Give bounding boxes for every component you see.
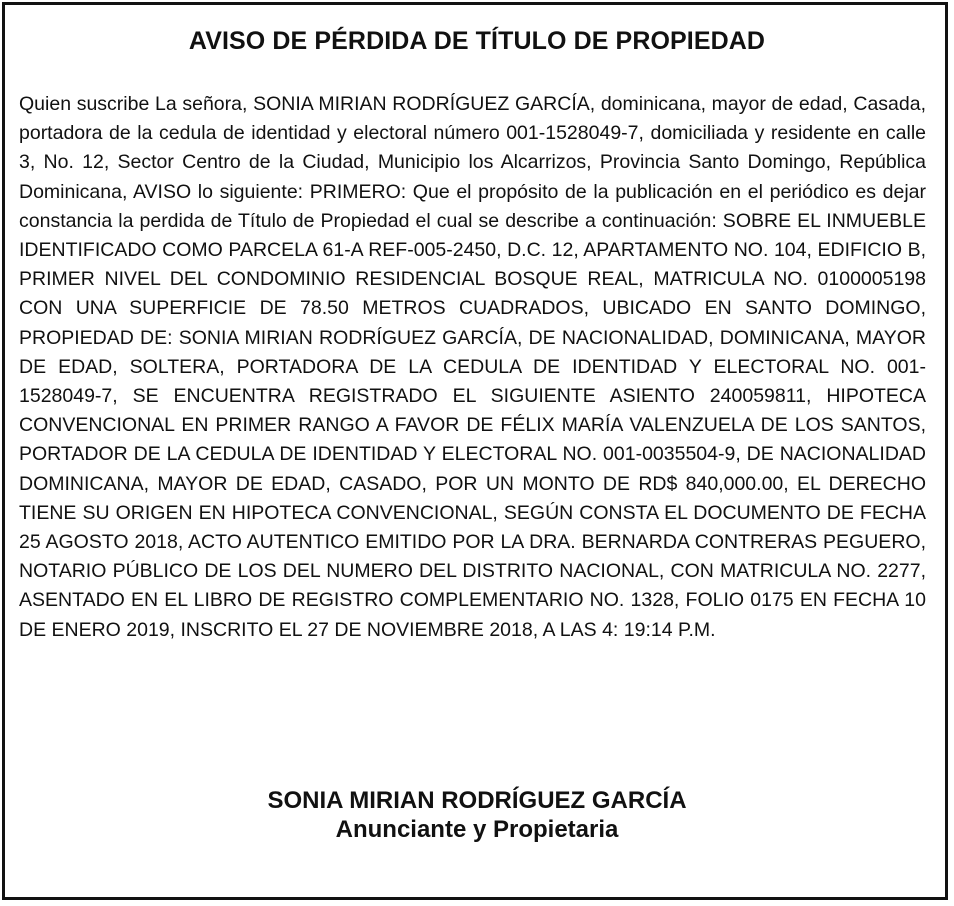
- signature-block: [0, 786, 954, 844]
- signature-name: SONIA MIRIAN RODRÍGUEZ GARCÍA: [267, 787, 687, 814]
- notice-body: Quien suscribe La señora, SONIA MIRIAN RODRÍGUEZ GARCÍA, dominicana, mayor de edad, Casada, portadora de la cedula de identidad y electoral número 001-1528049-7, domiciliada y residente en calle 3, No. 12, Sector Centro de la Ciudad, Municipio los Alcarrizos, Provincia Santo Domingo, República Dominicana, AVISO lo siguiente: PRIMERO: Que el propósito de la publicación en el periódico es dejar constancia la perdida de Título de Propiedad el cual se describe a continuación: SOBRE EL INMUEBLE IDENTIFICADO COMO PARCELA 61-A REF-005-2450, D.C. 12, APARTAMENTO NO. 104, EDIFICIO B, PRIMER NIVEL DEL CONDOMINIO RESIDENCIAL BOSQUE REAL, MATRICULA NO. 0100005198 CON UNA SUPERFICIE DE 78.50 METROS CUADRADOS, UBICADO EN SANTO DOMINGO, PROPIEDAD DE: SONIA MIRIAN RODRÍGUEZ GARCÍA, DE NACIONALIDAD, DOMINICANA, MAYOR DE EDAD, SOLTERA, PORTADORA DE LA CEDULA DE IDENTIDAD Y ELECTORAL NO. 001-1528049-7, SE ENCUENTRA REGISTRADO EL SIGUIENTE ASIENTO 240059811, HIPOTECA CONVENCIONAL EN PRIMER RANGO A FAVOR DE FÉLIX MARÍA VALENZUELA DE LOS SANTOS, PORTADOR DE LA CEDULA DE IDENTIDAD Y ELECTORAL NO. 001-0035504-9, DE NACIONALIDAD DOMINICANA, MAYOR DE EDAD, CASADO, POR UN MONTO DE RD$ 840,000.00, EL DERECHO TIENE SU ORIGEN EN HIPOTECA CONVENCIONAL, SEGÚN CONSTA EL DOCUMENTO DE FECHA 25 AGOSTO 2018, ACTO AUTENTICO EMITIDO POR LA DRA. BERNARDA CONTRERAS PEGUERO, NOTARIO PÚBLICO DE LOS DEL NUMERO DEL DISTRITO NACIONAL, CON MATRICULA NO. 2277, ASENTADO EN EL LIBRO DE REGISTRO COMPLEMENTARIO NO. 1328, FOLIO 0175 EN FECHA 10 DE ENERO 2019, INSCRITO EL 27 DE NOVIEMBRE 2018, A LAS 4: 19:14 P.M.: [19, 93, 926, 641]
- signature-role: Anunciante y Propietaria: [335, 816, 619, 843]
- notice-title: AVISO DE PÉRDIDA DE TÍTULO DE PROPIEDAD: [188, 27, 766, 55]
